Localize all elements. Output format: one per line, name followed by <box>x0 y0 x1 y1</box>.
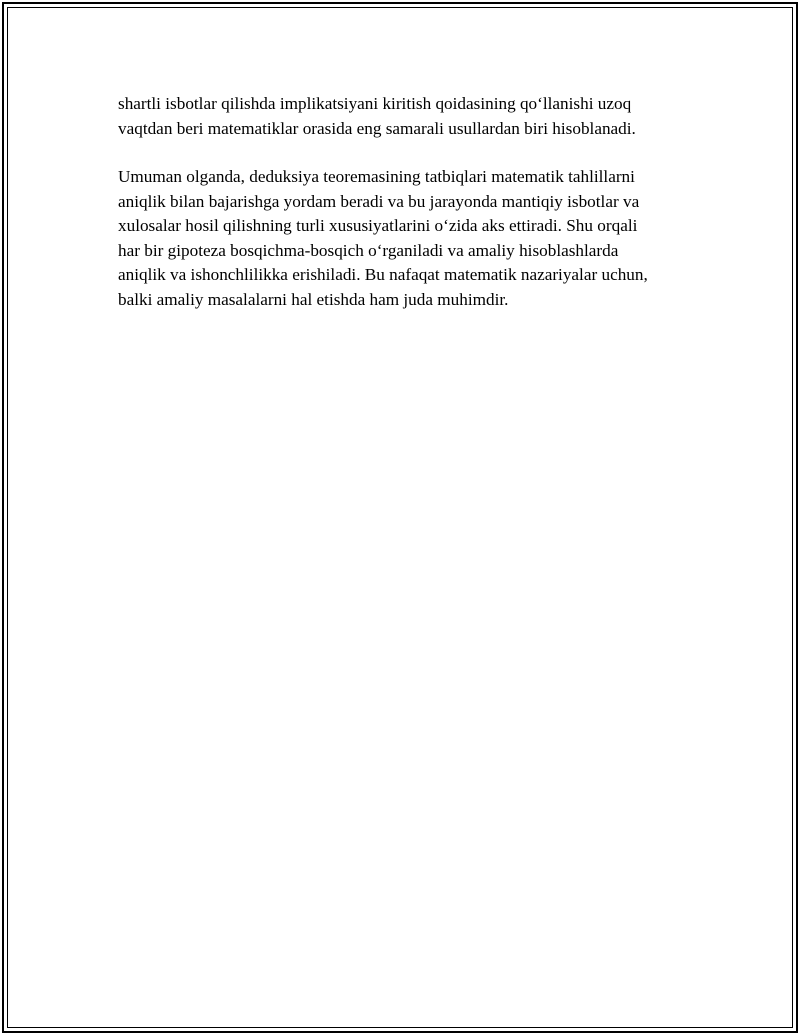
paragraph-line: Umuman olganda, deduksiya teoremasining tatbiqlari matematik tahlillarni <box>118 167 635 186</box>
paragraph-line: har bir gipoteza bosqichma-bosqich o‘rganiladi va amaliy hisoblashlarda <box>118 240 619 260</box>
paragraph-line: shartli isbotlar qilishda implikatsiyani kiritish qoidasining qo‘llanishi uzoq <box>118 94 632 113</box>
document-body <box>118 92 698 312</box>
paragraph-line: xulosalar hosil qilishning turli xususiyatlarini o‘zida aks ettiradi. Shu orqali <box>118 216 638 235</box>
paragraph-1 <box>118 92 698 141</box>
paragraph-2 <box>118 165 698 312</box>
paragraph-line: vaqtdan beri matematiklar orasida eng samarali usullardan biri hisoblanadi. <box>118 118 636 138</box>
paragraph-line: aniqlik va ishonchlilikka erishiladi. Bu nafaqat matematik nazariyalar uchun, <box>118 265 648 284</box>
paragraph-line: balki amaliy masalalarni hal etishda ham juda muhimdir. <box>118 289 509 309</box>
paragraph-line: aniqlik bilan bajarishga yordam beradi va bu jarayonda mantiqiy isbotlar va <box>118 191 640 211</box>
